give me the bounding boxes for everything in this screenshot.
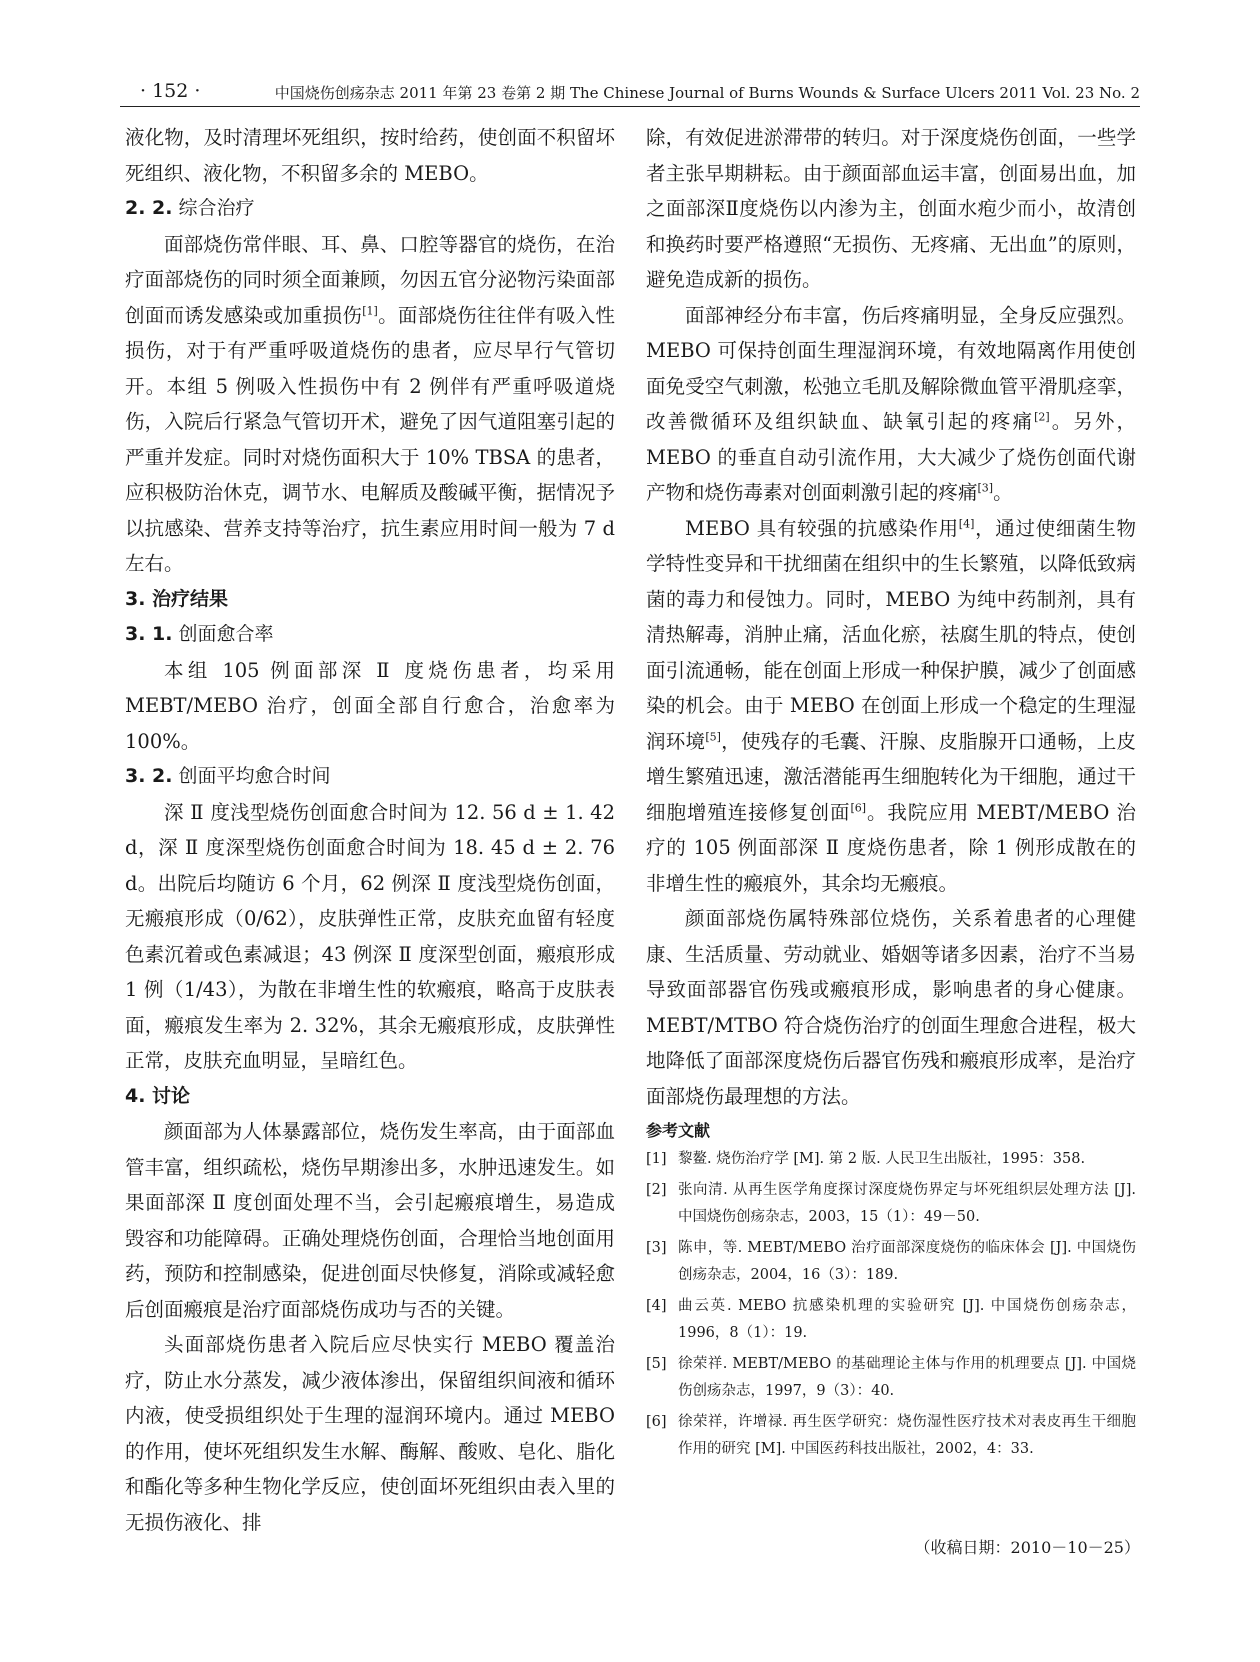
reference-text: 徐荣祥. MEBT/MEBO 的基础理论主体与作用的机理要点 [J]. 中国烧伤创疡杂志，1997，9（3）：40.: [678, 1356, 1136, 1399]
paragraph: [646, 511, 1136, 902]
reference-item: [646, 1293, 1136, 1347]
received-date: （收稿日期：2010－10－25）: [914, 1538, 1140, 1557]
reference-number: [6]: [646, 1414, 667, 1430]
text-run: 。另外，MEBO 的垂直自动引流作用，大大减少了烧伤创面代谢产物和烧伤毒素对创面刺激引起的疼痛: [646, 410, 1136, 504]
citation: [4]: [958, 517, 975, 530]
header-rule: [120, 106, 1140, 107]
section-title: 创面平均愈合时间: [178, 765, 331, 787]
reference-item: [646, 1235, 1136, 1289]
left-column: [125, 120, 615, 1540]
paragraph: 头面部烧伤患者入院后应尽快实行 MEBO 覆盖治疗，防止水分蒸发，减少液体渗出，保留组织间液和循环内液，使受损组织处于生理的湿润环境内。通过 MEBO 的作用，使坏死组织发生水解、酶解、酸败、皂化、脂化和酯化等多种生物化学反应，使创面坏死组织由表入里的无损伤液化、排: [125, 1333, 615, 1534]
paragraph: 本组 105 例面部深 Ⅱ 度烧伤患者，均采用 MEBT/MEBO 治疗，创面全部自行愈合，治愈率为 100%。: [125, 658, 615, 753]
text-run: 。我院应用 MEBT/MEBO 治疗的 105 例面部深 Ⅱ 度烧伤患者，除 1 例形成散在的非增生性的瘢痕外，其余均无瘢痕。: [646, 800, 1136, 895]
paragraph: 深 Ⅱ 度浅型烧伤创面愈合时间为 12. 56 d ± 1. 42 d，深 Ⅱ 度深型烧伤创面愈合时间为 18. 45 d ± 2. 76 d。出院后均随访 6 个月，62 例深 Ⅱ 度浅型烧伤创面，无瘢痕形成（0/62），皮肤弹性正常，皮肤充血留有轻度色素沉着或色素减退；43 例深 Ⅱ 度深型创面，瘢痕形成 1 例（1/43），为散在非增生性的软瘢痕，略高于皮肤表面，瘢痕发生率为 2. 32%，其余无瘢痕形成，皮肤弹性正常，皮肤充血明显，呈暗红色。: [125, 800, 615, 1072]
citation: [2]: [1034, 410, 1050, 424]
section-heading-2-2: [125, 191, 615, 227]
text-run: 面部神经分布丰富，伤后疼痛明显，全身反应强烈。MEBO 可保持创面生理湿润环境，有效地隔离作用使创面免受空气刺激，松弛立毛肌及解除微血管平滑肌痉挛，改善微循环及组织缺血、缺氧引起的疼痛: [646, 303, 1136, 433]
reference-list: [646, 1146, 1136, 1463]
paragraph: [646, 298, 1136, 511]
text-run: ，使残存的毛囊、汗腺、皮脂腺开口通畅，上皮增生繁殖迅速，激活潜能再生细胞转化为干细胞，通过干细胞增殖连接修复创面: [646, 729, 1136, 824]
reference-item: [646, 1409, 1136, 1463]
running-header: [120, 80, 1140, 106]
section-number: 2. 2.: [125, 197, 173, 219]
paragraph: [125, 227, 615, 582]
section-heading-3-2: [125, 759, 615, 795]
reference-number: [2]: [646, 1182, 667, 1198]
text-run: 。: [993, 481, 1013, 504]
paragraph: 颜面部烧伤属特殊部位烧伤，关系着患者的心理健康、生活质量、劳动就业、婚姻等诸多因素，治疗不当易导致面部器官伤残或瘢痕形成，影响患者的身心健康。MEBT/MTBO 符合烧伤治疗的创面生理愈合进程，极大地降低了面部深度烧伤后器官伤残和瘢痕形成率，是治疗面部烧伤最理想的方法。: [646, 907, 1136, 1108]
section-heading-3: 3. 治疗结果: [125, 587, 229, 610]
right-column: [646, 120, 1136, 1467]
section-heading-3-1: [125, 617, 615, 653]
references-heading: 参考文献: [646, 1121, 711, 1140]
section-number: 3. 2.: [125, 765, 173, 787]
section-number: 3. 1.: [125, 623, 173, 645]
reference-item: [646, 1177, 1136, 1231]
citation: [3]: [977, 481, 994, 495]
reference-number: [5]: [646, 1356, 667, 1372]
reference-number: [3]: [646, 1240, 667, 1256]
paragraph: 颜面部为人体暴露部位，烧伤发生率高，由于面部血管丰富，组织疏松，烧伤早期渗出多，水肿迅速发生。如果面部深 Ⅱ 度创面处理不当，会引起瘢痕增生，易造成毁容和功能障碍。正确处理烧伤创面，合理恰当地创面用药，预防和控制感染，促进创面尽快修复，消除或减轻愈后创面瘢痕是治疗面部烧伤成功与否的关键。: [125, 1120, 615, 1321]
section-title: 创面愈合率: [178, 623, 274, 645]
paragraph: 液化物，及时清理坏死组织，按时给药，使创面不积留坏死组织、液化物，不积留多余的 MEBO。: [125, 126, 615, 185]
section-title: 综合治疗: [178, 197, 255, 219]
text-run: ，通过使细菌生物学特性变异和干扰细菌在组织中的生长繁殖，以降低致病菌的毒力和侵蚀力。同时，MEBO 为纯中药制剂，具有清热解毒，消肿止痛，活血化瘀，祛腐生肌的特点，使创面引流通畅，能在创面上形成一种保护膜，减少了创面感染的机会。由于 MEBO 在创面上形成一个稳定的生理湿润环境: [646, 516, 1136, 753]
journal-citation: 中国烧伤创疡杂志 2011 年第 23 卷第 2 期 The Chinese Journal of Burns Wounds & Surface Ulcers 2011 Vol. 23 No. 2: [274, 84, 1140, 102]
reference-text: 曲云英. MEBO 抗感染机理的实验研究 [J]. 中国烧伤创疡杂志，1996，8（1）：19.: [678, 1298, 1136, 1341]
reference-text: 徐荣祥，许增禄. 再生医学研究：烧伤湿性医疗技术对表皮再生干细胞作用的研究 [M]. 中国医药科技出版社，2002，4：33.: [678, 1414, 1136, 1457]
text-run: MEBO 具有较强的抗感染作用: [685, 516, 959, 540]
reference-item: [646, 1351, 1136, 1405]
citation: [6]: [850, 801, 867, 814]
reference-number: [4]: [646, 1298, 667, 1314]
section-heading-4: 4. 讨论: [125, 1084, 191, 1107]
text-run: 。面部烧伤往往伴有吸入性损伤，对于有严重呼吸道烧伤的患者，应尽早行气管切开。本组 5 例吸入性损伤中有 2 例伴有严重呼吸道烧伤，入院后行紧急气管切开术，避免了因气道阻塞引起的严重并发症。同时对烧伤面积大于 10% TBSA 的患者，应积极防治休克，调节水、电解质及酸碱平衡，据情况予以抗感染、营养支持等治疗，抗生素应用时间一般为 7 d 左右。: [125, 303, 615, 575]
citation: [5]: [705, 730, 721, 743]
reference-text: 张向清. 从再生医学角度探讨深度烧伤界定与坏死组织层处理方法 [J]. 中国烧伤创疡杂志，2003，15（1）：49－50.: [678, 1182, 1136, 1225]
text-run: 面部烧伤常伴眼、耳、鼻、口腔等器官的烧伤，在治疗面部烧伤的同时须全面兼顾，勿因五官分泌物污染面部创面而诱发感染或加重损伤: [125, 232, 615, 327]
reference-text: 黎鳌. 烧伤治疗学 [M]. 第 2 版. 人民卫生出版社，1995：358.: [678, 1151, 1086, 1167]
reference-item: [646, 1146, 1136, 1173]
paragraph: 除，有效促进淤滞带的转归。对于深度烧伤创面，一些学者主张早期耕耘。由于颜面部血运丰富，创面易出血，加之面部深Ⅱ度烧伤以内渗为主，创面水疱少而小，故清创和换药时要严格遵照“无损伤、无疼痛、无出血”的原则，避免造成新的损伤。: [646, 126, 1136, 291]
reference-text: 陈申，等. MEBT/MEBO 治疗面部深度烧伤的临床体会 [J]. 中国烧伤创疡杂志，2004，16（3）：189.: [678, 1240, 1136, 1283]
page-number: · 152 ·: [140, 80, 201, 102]
reference-number: [1]: [646, 1151, 667, 1167]
citation: [1]: [362, 304, 378, 317]
